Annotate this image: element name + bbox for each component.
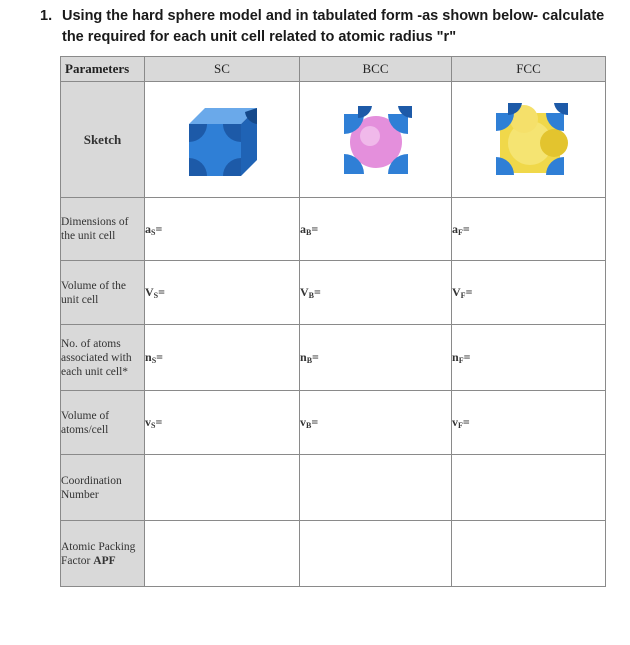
sc-sketch-cell: [145, 82, 300, 198]
question-text: Using the hard sphere model and in tabulated form -as shown below- calculate the required for each unit cell related to atomic radius "r": [62, 8, 605, 45]
sketch-label: Sketch: [61, 82, 145, 198]
value-cell: $a_F=$: [452, 198, 606, 261]
value-cell: $v_S=$: [145, 391, 300, 455]
header-row: [61, 57, 606, 82]
value-cell: $n_F=$: [452, 325, 606, 391]
fcc-sketch-cell: [452, 82, 606, 198]
row-label: No. of atoms associated with each unit cell*: [61, 325, 145, 391]
value-cell: $v_B=$: [300, 391, 452, 455]
value-cell: $n_B=$: [300, 325, 452, 391]
value-cell: [145, 521, 300, 587]
header-parameters: Parameters: [61, 57, 145, 82]
value-cell: $n_S=$: [145, 325, 300, 391]
value-cell: $a_S=$: [145, 198, 300, 261]
value-cell: $V_F=$: [452, 261, 606, 325]
header-fcc: FCC: [452, 57, 606, 82]
table-row: [61, 391, 606, 455]
value-cell: $V_S=$: [145, 261, 300, 325]
value-cell: [300, 455, 452, 521]
header-sc: SC: [145, 57, 300, 82]
value-cell: $a_B=$: [300, 198, 452, 261]
value-cell: [300, 521, 452, 587]
value-cell: $v_F=$: [452, 391, 606, 455]
bcc-sketch-cell: [300, 82, 452, 198]
value-cell: [452, 455, 606, 521]
question-number: 1.: [40, 8, 53, 24]
table-row: [61, 261, 606, 325]
value-cell: [145, 455, 300, 521]
row-label: Dimensions of the unit cell: [61, 198, 145, 261]
row-label: Atomic Packing Factor APF: [61, 521, 145, 587]
value-cell: [452, 521, 606, 587]
table-row: [61, 455, 606, 521]
sketch-row: [61, 82, 606, 198]
bcc-unit-cell-icon: [336, 100, 416, 180]
sc-unit-cell-icon: [183, 100, 261, 180]
fcc-unit-cell-icon: [488, 99, 570, 181]
table-row: [61, 325, 606, 391]
question-heading: [40, 6, 610, 48]
table-row: [61, 521, 606, 587]
value-cell: $V_B=$: [300, 261, 452, 325]
row-label: Volume of atoms/cell: [61, 391, 145, 455]
row-label: Coordination Number: [61, 455, 145, 521]
header-bcc: BCC: [300, 57, 452, 82]
row-label: Volume of the unit cell: [61, 261, 145, 325]
unit-cell-table: [60, 56, 606, 587]
table-row: [61, 198, 606, 261]
